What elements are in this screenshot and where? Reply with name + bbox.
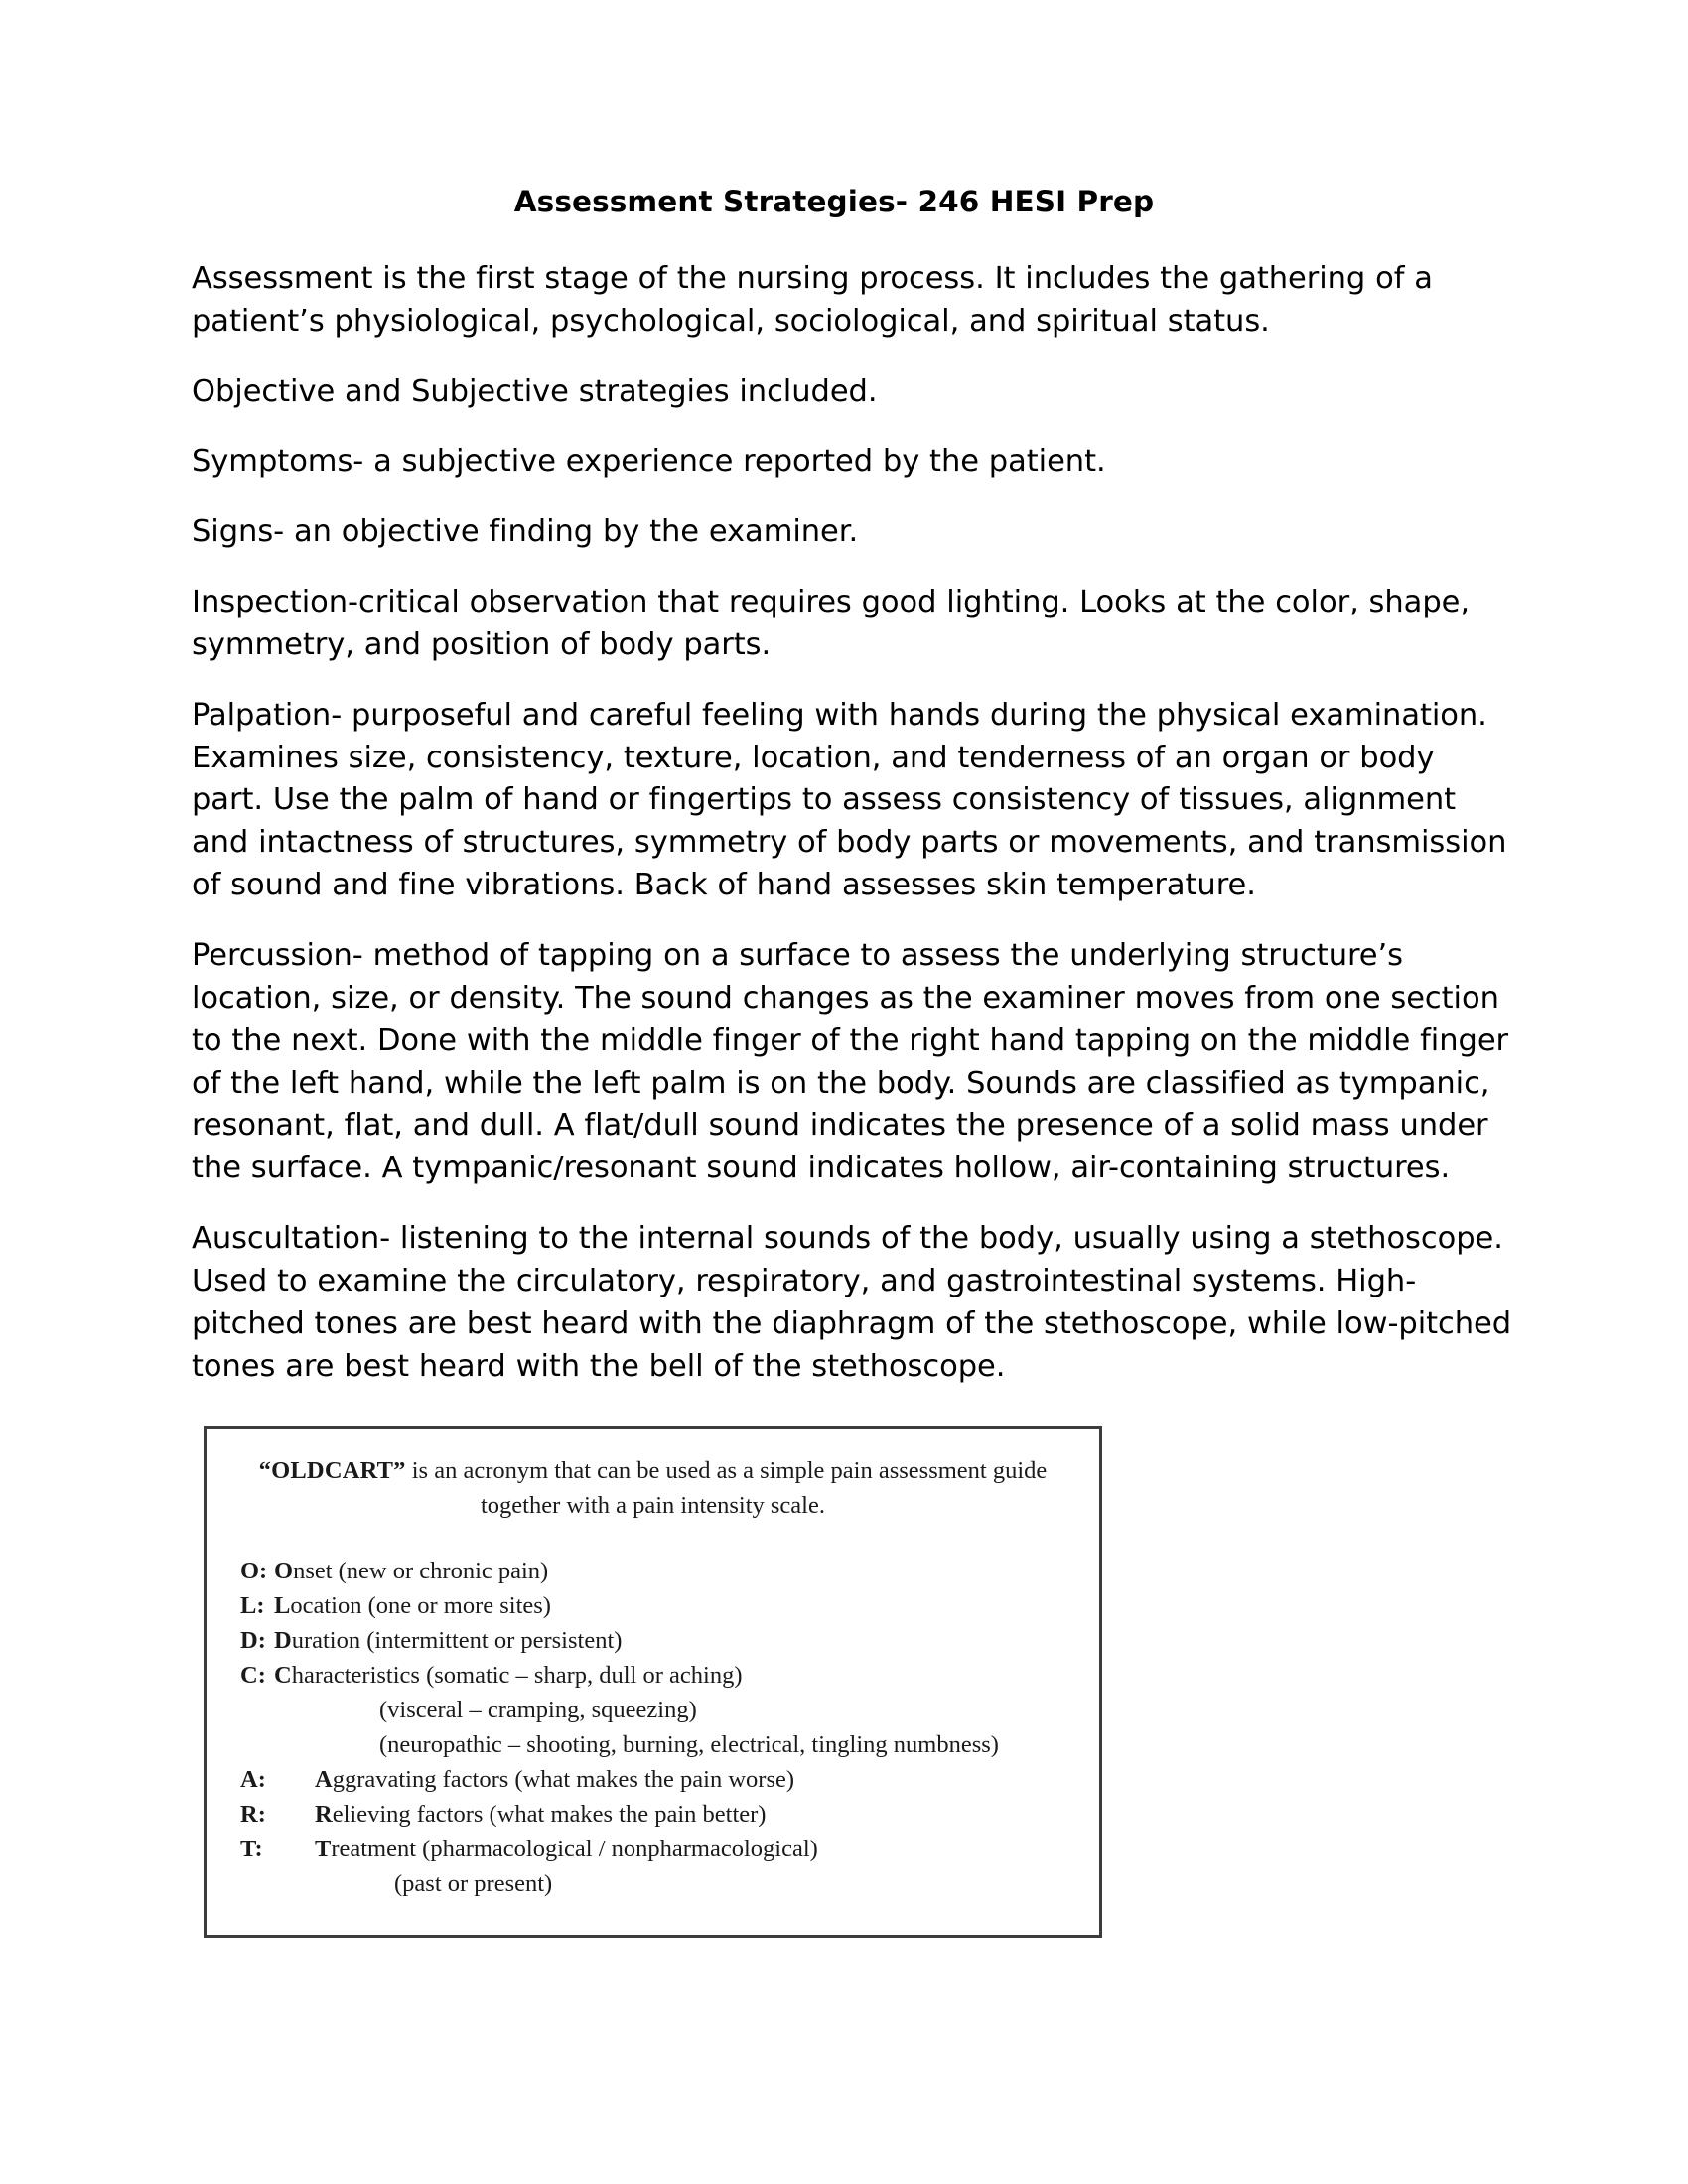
paragraph-palpation: Palpation- purposeful and careful feeling with hands during the physical examination. Examines size, consistency, texture, location, and tenderness of an organ or body part. Use the palm of hand or fingertips to assess consistency of tissues, alignment and intactness of structures, symmetry of body parts or movements, and transmission of sound and fine vibrations. Back of hand assesses skin temperature. <box>192 697 1507 903</box>
oldcart-row-onset <box>240 1554 1099 1588</box>
paragraph-auscultation: Auscultation- listening to the internal sounds of the body, usually using a stethoscope. Used to examine the circulatory, respiratory, and gastrointestinal systems. High-pitched tones are best heard with the diaphragm of the stethoscope, while low-pitched tones are best heard with the bell of the stethoscope. <box>192 1221 1512 1384</box>
oldcart-line-past-present: (past or present) <box>394 1870 553 1898</box>
page-title: Assessment Strategies- 246 HESI Prep <box>513 185 1155 218</box>
oldcart-rest-onset: nset (new or chronic pain) <box>293 1558 549 1584</box>
paragraph-symptoms: Symptoms- a subjective experience reported by the patient. <box>192 444 1106 479</box>
paragraph-percussion: Percussion- method of tapping on a surface to assess the underlying structure’s location, size, or density. The sound changes as the examiner moves from one section to the next. Done with the middle finger of the right hand tapping on the middle finger of the left hand, while the left palm is on the body. Sounds are classified as tympanic, resonant, flat, and dull. A flat/dull sound indicates the presence of a solid mass under the surface. A tympanic/resonant sound indicates hollow, air-containing structures. <box>192 938 1509 1186</box>
oldcart-lead-o: O <box>274 1558 294 1584</box>
oldcart-key-d: D: <box>240 1627 266 1655</box>
oldcart-row-aggravating <box>240 1762 1099 1797</box>
oldcart-key-t: T: <box>240 1836 263 1863</box>
oldcart-text-location <box>274 1588 551 1623</box>
oldcart-key-o: O: <box>240 1558 268 1584</box>
oldcart-figure <box>204 1426 1514 1938</box>
oldcart-lead-a: A <box>315 1766 333 1794</box>
oldcart-text-characteristics <box>274 1658 742 1693</box>
oldcart-key-l: L: <box>240 1592 265 1620</box>
oldcart-list <box>207 1554 1099 1901</box>
oldcart-row-relieving <box>240 1797 1099 1832</box>
oldcart-text-treatment <box>315 1832 818 1866</box>
oldcart-box <box>204 1426 1102 1938</box>
oldcart-row-treatment <box>240 1832 1099 1866</box>
oldcart-rest-location: ocation (one or more sites) <box>290 1592 551 1620</box>
oldcart-text-duration <box>274 1623 622 1658</box>
oldcart-rest-relieving: elieving factors (what makes the pain better) <box>332 1801 767 1829</box>
oldcart-row-location <box>240 1588 1099 1623</box>
oldcart-heading <box>207 1454 1099 1524</box>
oldcart-acronym-label: “OLDCART” <box>258 1457 406 1485</box>
oldcart-lead-l: L <box>274 1592 291 1620</box>
oldcart-heading-rest: is an acronym that can be used as a simple pain assessment guide <box>405 1457 1048 1485</box>
oldcart-text-relieving <box>315 1797 766 1832</box>
oldcart-row-characteristics <box>240 1658 1099 1693</box>
paragraph-assessment: Assessment is the first stage of the nursing process. It includes the gathering of a patient’s physiological, psychological, sociological, and spiritual status. <box>192 260 1433 339</box>
oldcart-lead-r: R <box>315 1801 333 1829</box>
oldcart-row-duration <box>240 1623 1099 1658</box>
paragraph-signs: Signs- an objective finding by the examiner. <box>192 514 859 550</box>
oldcart-rest-duration: uration (intermittent or persistent) <box>291 1627 623 1655</box>
paragraph-inspection: Inspection-critical observation that requires good lighting. Looks at the color, shape, symmetry, and position of body parts. <box>192 585 1470 662</box>
oldcart-rest-treatment: reatment (pharmacological / nonpharmacological) <box>331 1836 818 1863</box>
oldcart-key-c: C: <box>240 1662 266 1690</box>
oldcart-heading-line2: together with a pain intensity scale. <box>481 1492 825 1520</box>
oldcart-text-aggravating <box>315 1762 794 1797</box>
oldcart-rest-characteristics: haracteristics (somatic – sharp, dull or aching) <box>291 1662 743 1690</box>
oldcart-line-neuropathic: (neuropathic – shooting, burning, electrical, tingling numbness) <box>379 1731 999 1759</box>
oldcart-lead-d: D <box>274 1627 292 1655</box>
oldcart-key-a: A: <box>240 1766 266 1794</box>
paragraph-objective-subjective: Objective and Subjective strategies included. <box>192 373 878 409</box>
oldcart-rest-aggravating: ggravating factors (what makes the pain worse) <box>332 1766 795 1794</box>
oldcart-lead-t: T <box>315 1836 332 1863</box>
oldcart-text-onset <box>274 1554 548 1588</box>
oldcart-key-r: R: <box>240 1801 266 1829</box>
oldcart-lead-c: C <box>274 1662 292 1690</box>
oldcart-line-visceral: (visceral – cramping, squeezing) <box>379 1697 697 1724</box>
